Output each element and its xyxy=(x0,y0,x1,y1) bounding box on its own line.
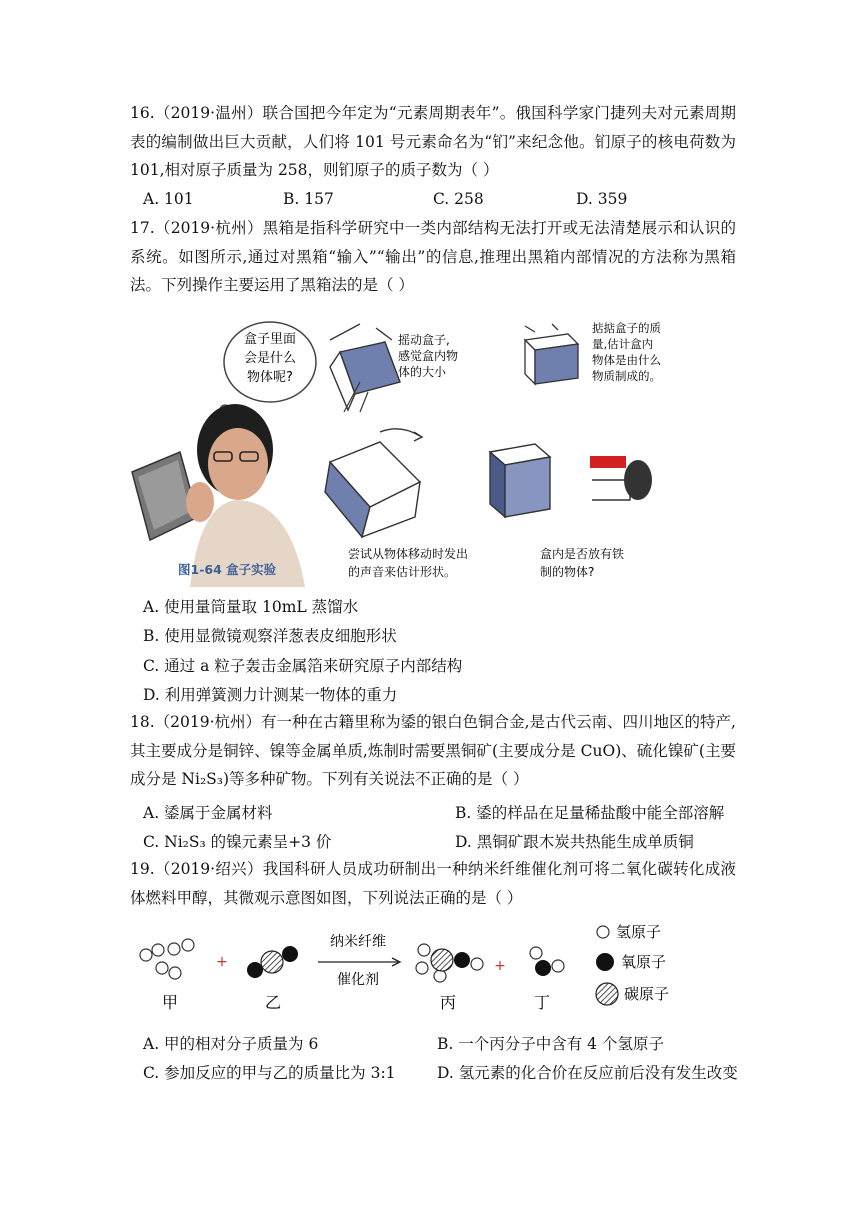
note-2-line-1: 掂掂盒子的质 xyxy=(592,321,661,335)
reactant-jia-molecules xyxy=(140,939,194,1012)
option-d: D. 359 xyxy=(576,190,628,208)
plus-sign-2: + xyxy=(494,958,506,974)
option-d: D. 氢元素的化合价在反应前后没有发生改变 xyxy=(437,1064,738,1082)
option-b: B. 157 xyxy=(283,190,334,208)
note-1-line-3: 体的大小 xyxy=(398,365,447,379)
option-c: C. 通过 a 粒子轰击金属箔来研究原子内部结构 xyxy=(143,657,463,675)
weighing-box-sketch xyxy=(525,321,661,384)
question-19-text: 19.（2019·绍兴）我国科研人员成功研制出一种纳米纤维催化剂可将二氧化碳转化成液体燃料甲醇，其微观示意图如图，下列说法正确的是（ ） xyxy=(130,860,736,907)
plus-sign-1: + xyxy=(216,954,228,970)
option-a: A. 甲的相对分子质量为 6 xyxy=(143,1035,319,1053)
option-b: B. 使用显微镜观察洋葱表皮细胞形状 xyxy=(143,627,397,645)
bubble-line-3: 物体呢? xyxy=(247,370,293,385)
question-18-text: 18.（2019·杭州）有一种在古籍里称为鋈的银白色铜合金,是古代云南、四川地区的特产,其主要成分是铜锌、镍等金属单质,炼制时需要黑铜矿(主要成分是 CuO)、硫化镍矿(主要成分是 Ni₂S₃)等多种矿物。下列有关说法不正确的是（ ） xyxy=(130,713,736,788)
label-yi: 乙 xyxy=(264,993,282,1012)
question-16-text: 16.（2019·温州）联合国把今年定为“元素周期表年”。俄国科学家门捷列夫对元素周期表的编制做出巨大贡献，人们将 101 号元素命名为“钔”来纪念他。钔原子的核电荷数为 101,相对原子质量为 258，则钔原子的质子数为（ ） xyxy=(130,104,736,179)
label-ding: 丁 xyxy=(533,993,551,1012)
note-3-line-2: 的声音来估计形状。 xyxy=(348,565,457,579)
option-a: A. 鋈属于金属材料 xyxy=(143,804,273,822)
option-b: B. 鋈的样品在足量稀盐酸中能全部溶解 xyxy=(455,804,725,822)
legend-carbon: 碳原子 xyxy=(624,985,670,1003)
option-b: B. 一个丙分子中含有 4 个氢原子 xyxy=(437,1035,664,1053)
shaking-box-sketch xyxy=(330,324,458,412)
option-d: D. 黑铜矿跟木炭共热能生成单质铜 xyxy=(455,833,694,851)
note-2-line-4: 物质制成的。 xyxy=(592,369,661,383)
carbon-atom-icon xyxy=(596,983,618,1005)
box-experiment-figure xyxy=(130,312,675,587)
label-bing: 丙 xyxy=(439,993,457,1012)
option-c: C. 258 xyxy=(433,190,484,208)
magnet-box-sketch xyxy=(490,444,652,579)
note-3-line-1: 尝试从物体移动时发出 xyxy=(348,547,469,561)
bubble-line-2: 会是什么 xyxy=(243,351,297,366)
hydrogen-atom-icon xyxy=(597,926,609,938)
oxygen-atom-icon xyxy=(596,953,614,971)
arrow-bottom-label: 催化剂 xyxy=(337,972,379,988)
note-1-line-1: 摇动盒子, xyxy=(398,333,450,347)
product-ding-molecule xyxy=(530,947,564,1012)
bubble-line-1: 盒子里面 xyxy=(243,332,297,347)
question-17-text: 17.（2019·杭州）黑箱是指科学研究中一类内部结构无法打开或无法清楚展示和认识的系统。如图所示,通过对黑箱“输入”“输出”的信息,推理出黑箱内部情况的方法称为黑箱法。下列操作主要运用了黑箱法的是（ ） xyxy=(130,219,736,294)
reactant-yi-molecule xyxy=(247,946,298,1012)
note-4-line-2: 制的物体? xyxy=(540,565,595,579)
option-c: C. 参加反应的甲与乙的质量比为 3:1 xyxy=(143,1064,396,1082)
reaction-arrow xyxy=(318,933,400,988)
person-illustration xyxy=(132,404,305,587)
note-2-line-3: 物体是由什么 xyxy=(592,353,661,367)
product-bing-molecule xyxy=(416,944,483,1012)
note-2-line-2: 量,估计盒内 xyxy=(592,337,654,351)
option-a: A. 101 xyxy=(143,190,194,208)
tilted-box-sketch xyxy=(325,429,468,579)
figure-caption: 图1-64 盒子实验 xyxy=(178,562,277,577)
label-jia: 甲 xyxy=(161,993,179,1012)
option-a: A. 使用量筒量取 10mL 蒸馏水 xyxy=(143,598,359,616)
note-1-line-2: 感觉盒内物 xyxy=(398,349,459,363)
note-4-line-1: 盒内是否放有铁 xyxy=(540,547,625,561)
legend-oxygen: 氧原子 xyxy=(621,953,667,971)
option-d: D. 利用弹簧测力计测某一物体的重力 xyxy=(143,686,398,704)
reaction-diagram xyxy=(130,918,690,1018)
atom-legend xyxy=(596,923,669,1005)
legend-hydrogen: 氢原子 xyxy=(616,923,662,941)
option-c: C. Ni₂S₃ 的镍元素呈+3 价 xyxy=(143,833,332,851)
arrow-top-label: 纳米纤维 xyxy=(330,934,386,950)
